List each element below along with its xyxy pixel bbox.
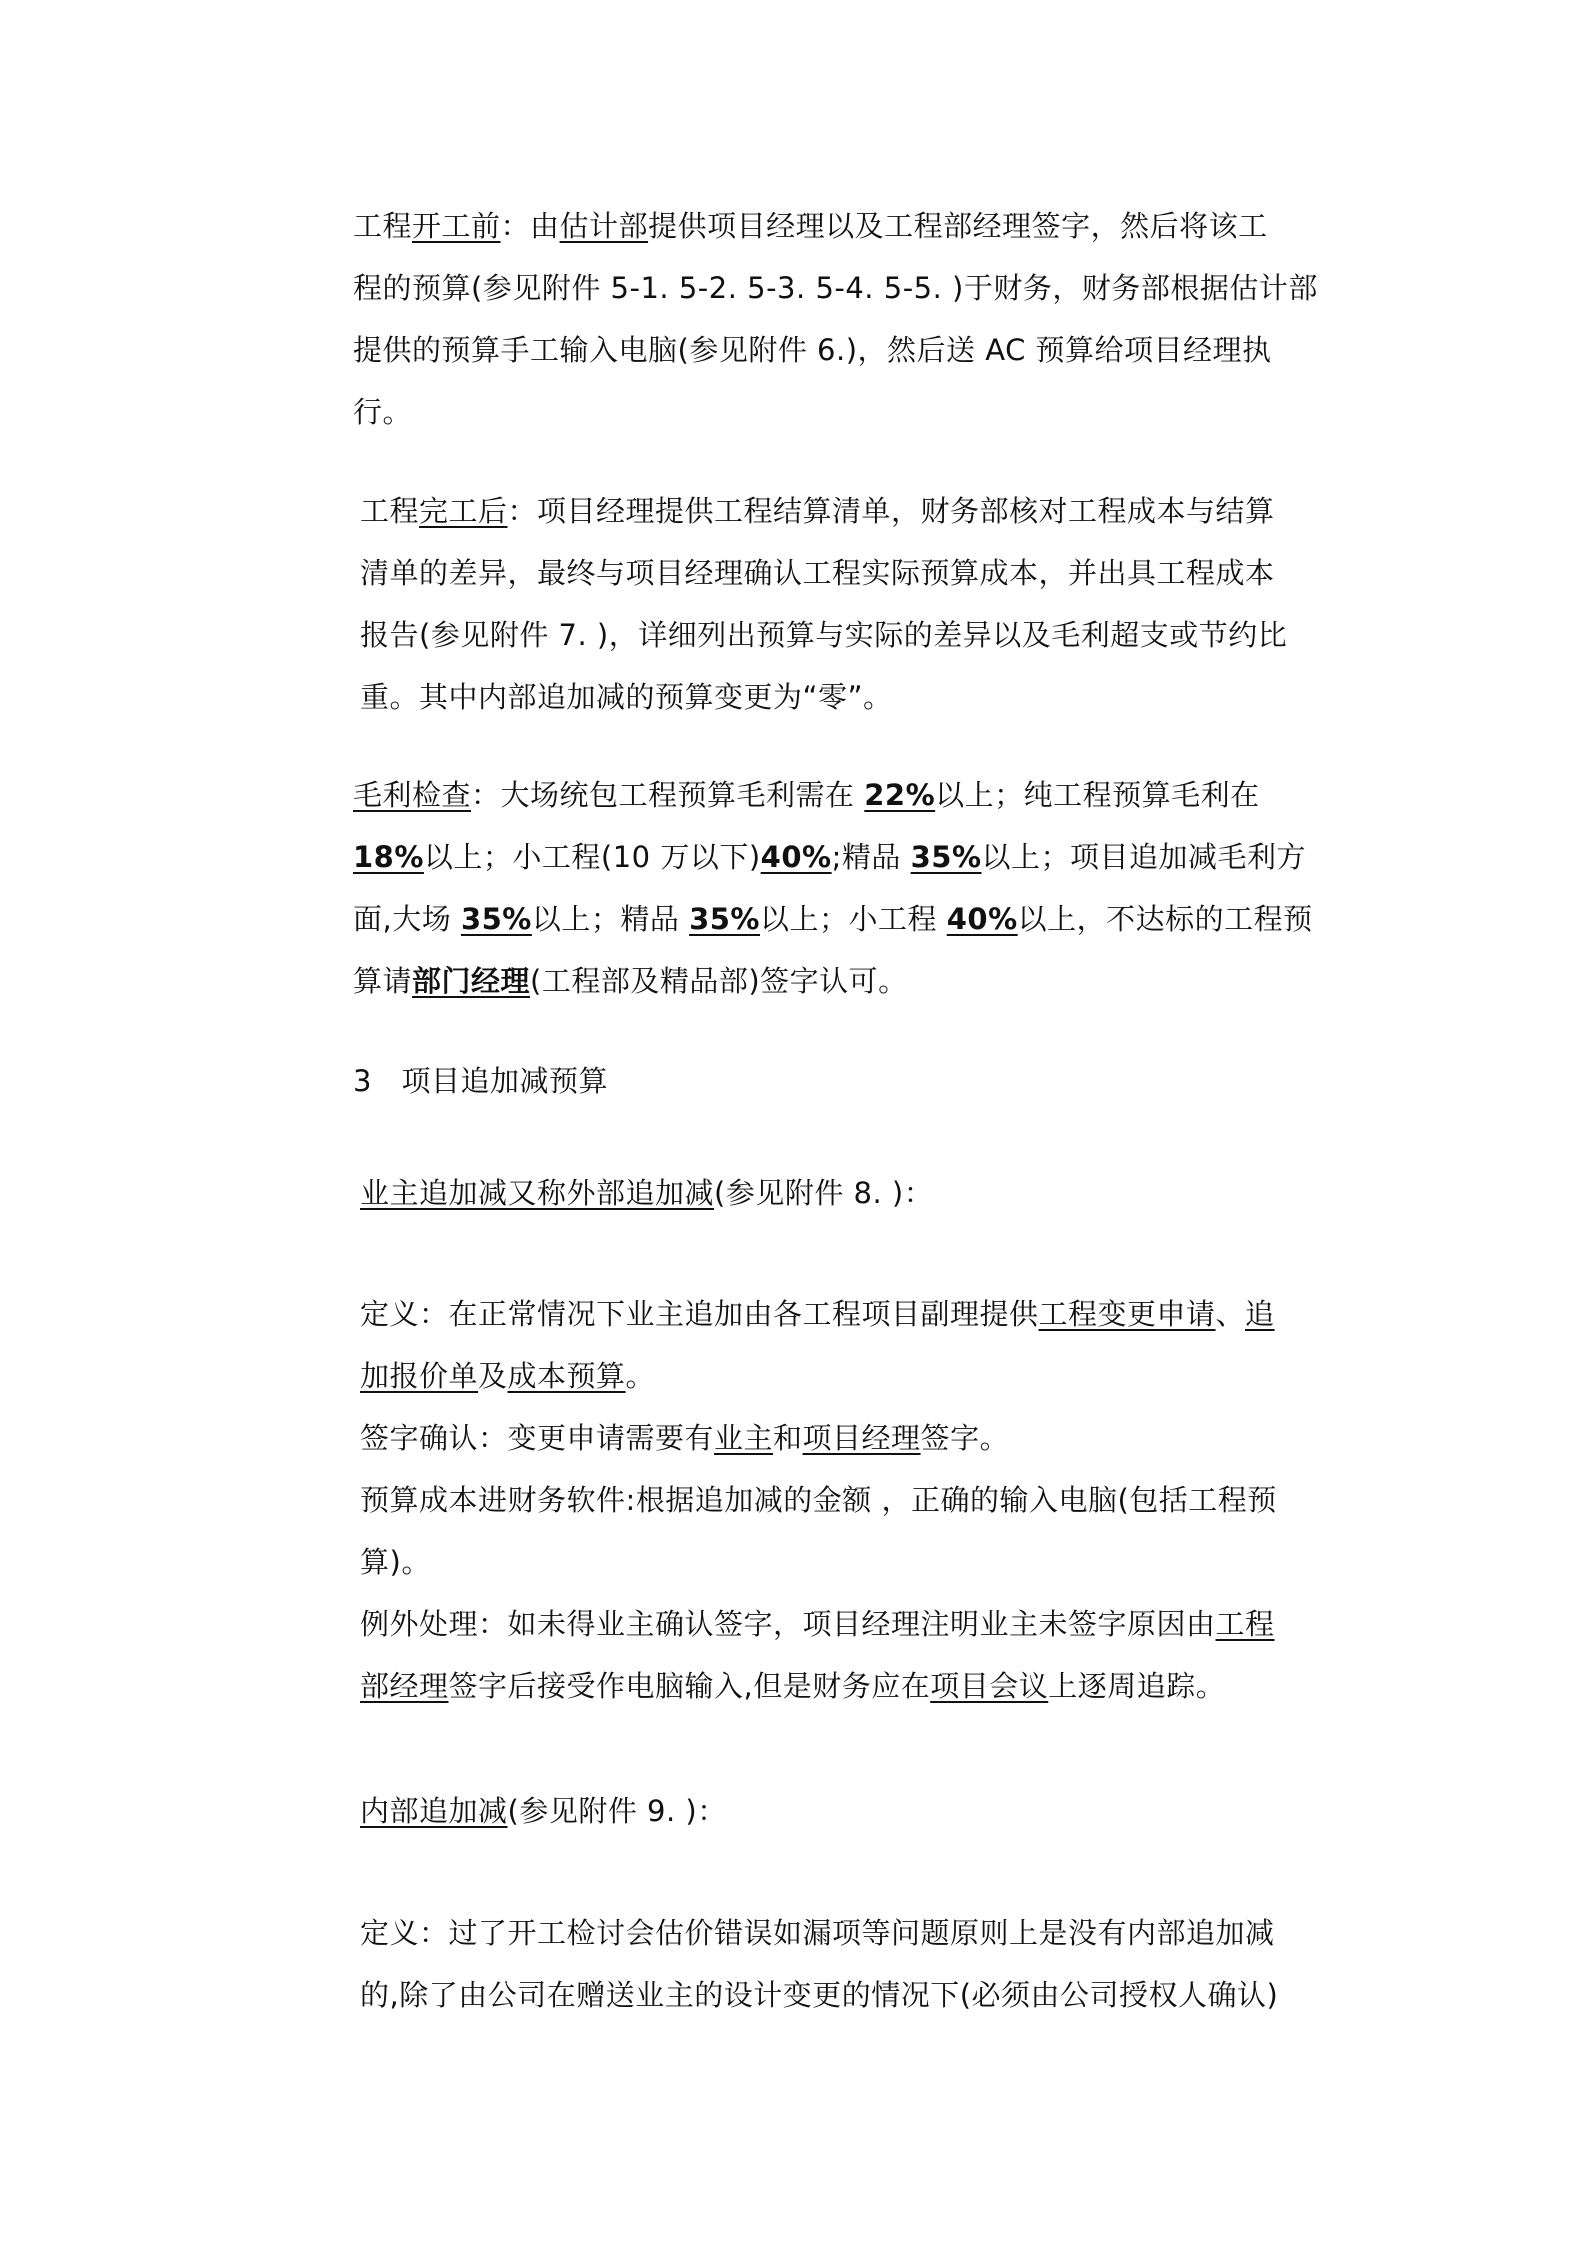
underlined-term: 项目会议 bbox=[930, 1669, 1049, 1703]
text: ：大场统包工程预算毛利需在 bbox=[471, 778, 865, 812]
percentage-value: 35% bbox=[460, 902, 532, 936]
text-line bbox=[360, 1283, 1277, 1345]
paragraph-margin-check bbox=[353, 764, 1313, 1012]
underlined-term: 开工前 bbox=[412, 209, 501, 243]
underlined-term: 业主追加减又称外部追加减 bbox=[360, 1176, 715, 1210]
underlined-term: 追 bbox=[1245, 1297, 1275, 1331]
underlined-term: 项目经理 bbox=[802, 1421, 921, 1455]
text: 上逐周追踪。 bbox=[1048, 1669, 1226, 1703]
text: (参见附件 9. )： bbox=[507, 1794, 727, 1828]
underlined-term: 成本预算 bbox=[507, 1359, 626, 1393]
percentage-value: 35% bbox=[689, 902, 760, 936]
text-line bbox=[360, 1780, 727, 1842]
text: 以上；项目追加减毛利方 bbox=[981, 840, 1307, 874]
text: 签字。 bbox=[920, 1421, 1010, 1455]
percentage-value: 22% bbox=[864, 778, 936, 812]
underlined-term: 估计部 bbox=[559, 209, 649, 243]
text-line bbox=[353, 826, 1313, 888]
text: 。 bbox=[625, 1359, 656, 1393]
text-line: 报告(参见附件 7. )，详细列出预算与实际的差异以及毛利超支或节约比 bbox=[360, 618, 1288, 652]
underlined-term: 工程 bbox=[1215, 1607, 1275, 1641]
text: 以上；纯工程预算毛利在 bbox=[935, 778, 1260, 812]
percentage-value: 40% bbox=[760, 840, 832, 874]
text-line bbox=[353, 195, 1318, 257]
paragraph-after-completion bbox=[360, 480, 1287, 728]
section-heading: 3 项目追加减预算 bbox=[353, 1064, 608, 1098]
text: ：项目经理提供工程结算清单，财务部核对工程成本与结算 bbox=[507, 494, 1275, 528]
text: 、 bbox=[1215, 1297, 1246, 1331]
text: ;精品 bbox=[831, 840, 911, 874]
owner-change-title bbox=[360, 1162, 933, 1224]
text: (工程部及精品部)签字认可。 bbox=[530, 964, 908, 998]
text: 以上；小工程 bbox=[760, 902, 947, 936]
text-line: 程的预算(参见附件 5-1. 5-2. 5-3. 5-4. 5-5. )于财务，财务部根据估计部 bbox=[353, 271, 1318, 305]
text: 以上；小工程(10 万以下) bbox=[423, 840, 761, 874]
underlined-term: 毛利检查 bbox=[353, 778, 472, 812]
text: 算请 bbox=[353, 964, 413, 998]
text-line bbox=[360, 1407, 1277, 1469]
internal-change-definition bbox=[360, 1902, 1278, 2026]
percentage-value: 35% bbox=[910, 840, 982, 874]
text-line bbox=[353, 950, 1313, 1012]
text-line bbox=[353, 888, 1313, 950]
text: 签字后接受作电脑输入,但是财务应在 bbox=[448, 1669, 931, 1703]
text: 以上，不达标的工程预 bbox=[1017, 902, 1313, 936]
underlined-term: 加报价单 bbox=[360, 1359, 479, 1393]
text: 和 bbox=[773, 1421, 803, 1455]
text: 提供项目经理以及工程部经理签字，然后将该工 bbox=[648, 209, 1268, 243]
percentage-value: 40% bbox=[946, 902, 1018, 936]
underlined-term: 工程变更申请 bbox=[1038, 1297, 1216, 1331]
owner-change-definition bbox=[360, 1283, 1277, 1717]
percentage-value: 18% bbox=[353, 840, 424, 874]
text-line bbox=[360, 480, 1287, 542]
text-line bbox=[353, 764, 1313, 826]
underlined-term: 部经理 bbox=[360, 1669, 449, 1703]
text-line: 的,除了由公司在赠送业主的设计变更的情况下(必须由公司授权人确认) bbox=[360, 1978, 1279, 2012]
text: 及 bbox=[478, 1359, 508, 1393]
text: ：由 bbox=[500, 209, 560, 243]
underlined-term: 部门经理 bbox=[412, 964, 531, 998]
text-line: 定义：过了开工检讨会估价错误如漏项等问题原则上是没有内部追加减 bbox=[360, 1916, 1275, 1950]
text: 定义：在正常情况下业主追加由各工程项目副理提供 bbox=[360, 1297, 1039, 1331]
text-line: 行。 bbox=[353, 395, 413, 429]
text: 工程 bbox=[353, 209, 413, 243]
text: (参见附件 8. )： bbox=[714, 1176, 934, 1210]
text: 以上；精品 bbox=[531, 902, 690, 936]
text: 例外处理：如未得业主确认签字，项目经理注明业主未签字原因由 bbox=[360, 1607, 1216, 1641]
text-line: 提供的预算手工输入电脑(参见附件 6.)，然后送 AC 预算给项目经理执 bbox=[353, 333, 1272, 367]
text-line: 预算成本进财务软件:根据追加减的金额 ，正确的输入电脑(包括工程预 bbox=[360, 1483, 1277, 1517]
text-line bbox=[360, 1593, 1277, 1655]
text: 面,大场 bbox=[353, 902, 461, 936]
underlined-term: 完工后 bbox=[419, 494, 508, 528]
text-line: 算)。 bbox=[360, 1545, 431, 1579]
underlined-term: 业主 bbox=[714, 1421, 774, 1455]
paragraph-before-start bbox=[353, 195, 1318, 443]
text: 签字确认：变更申请需要有 bbox=[360, 1421, 715, 1455]
text-line: 重。其中内部追加减的预算变更为“零”。 bbox=[360, 680, 893, 714]
text: 工程 bbox=[360, 494, 420, 528]
text-line: 清单的差异，最终与项目经理确认工程实际预算成本，并出具工程成本 bbox=[360, 556, 1275, 590]
text-line bbox=[360, 1655, 1277, 1717]
text-line bbox=[360, 1345, 1277, 1407]
internal-change-title bbox=[360, 1780, 727, 1842]
underlined-term: 内部追加减 bbox=[360, 1794, 508, 1828]
text-line bbox=[360, 1162, 933, 1224]
